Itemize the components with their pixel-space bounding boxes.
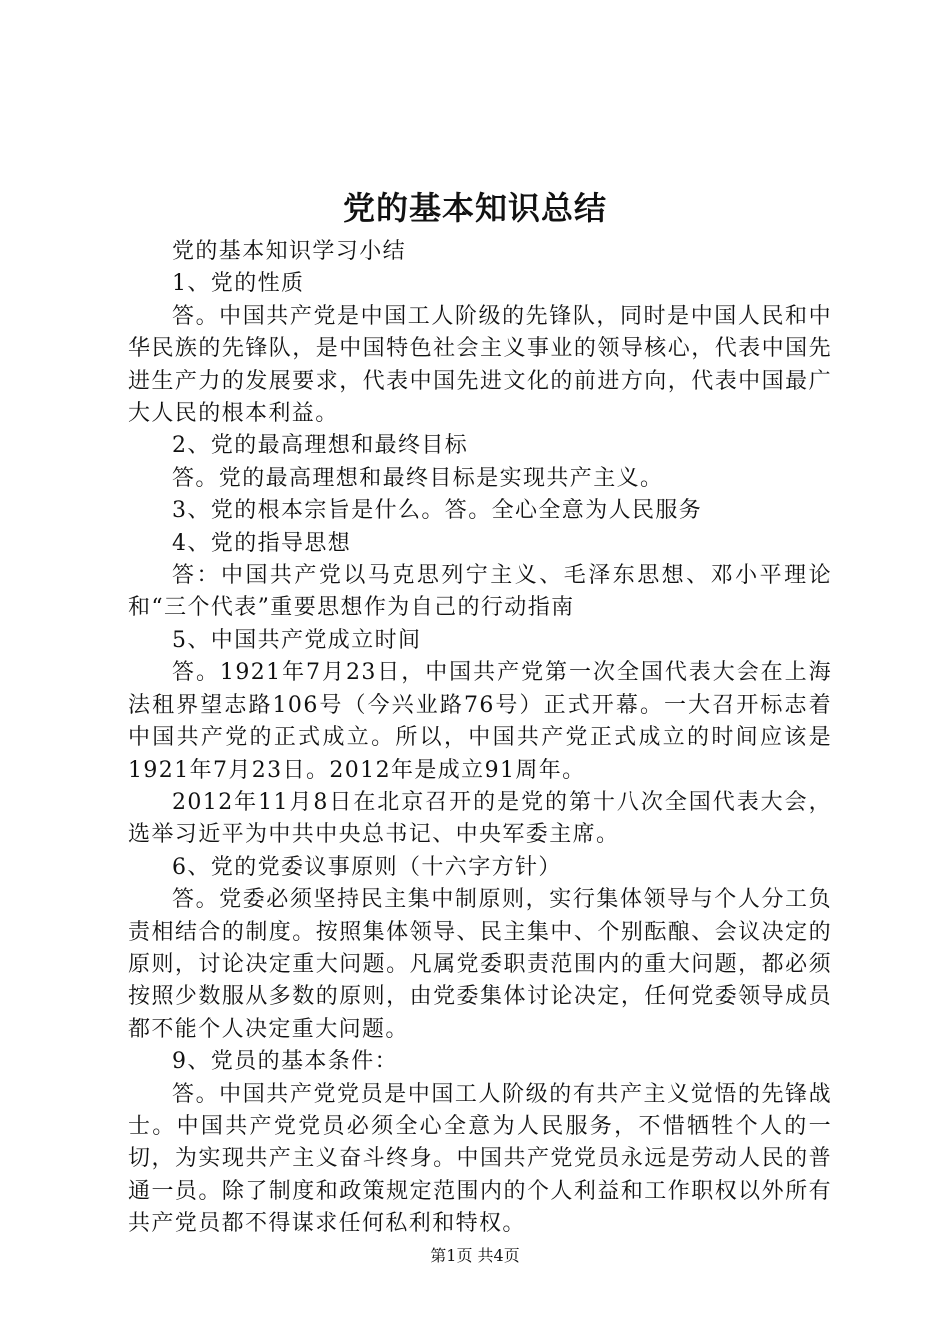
page-title: 党的基本知识总结 [342, 189, 607, 227]
paragraph-answer-6: 答。党委必须坚持民主集中制原则，实行集体领导与个人分工负责相结合的制度。按照集体领导、民主集中、个别酝酿、会议决定的原则，讨论决定重大问题。凡属党委职责范围内的重大问题，都必须按照少数服从多数的原则，由党委集体讨论决定，任何党委领导成员都不能个人决定重大问题。 [128, 887, 832, 1042]
paragraph-heading-6: 6、党的党委议事原则（十六字方针） [172, 854, 562, 880]
paragraph-answer-5: 答。1921年7月23日，中国共产党第一次全国代表大会在上海法租界望志路106号（今兴业路76号）正式开幕。一大召开标志着中国共产党的正式成立。所以，中国共产党正式成立的时间应该是1921年7月23日。2012年是成立91周年。 [128, 660, 832, 783]
paragraph-heading-3: 3、党的根本宗旨是什么。答。全心全意为人民服务 [172, 498, 703, 524]
paragraph-heading-2: 2、党的最高理想和最终目标 [172, 433, 469, 459]
paragraph-answer-1: 答。中国共产党是中国工人阶级的先锋队，同时是中国人民和中华民族的先锋队，是中国特色社会主义事业的领导核心，代表中国先进生产力的发展要求，代表中国先进文化的前进方向，代表中国最广大人民的根本利益。 [128, 303, 832, 427]
paragraph-heading-1: 1、党的性质 [172, 271, 305, 297]
paragraph-answer-4: 答：中国共产党以马克思列宁主义、毛泽东思想、邓小平理论和“三个代表”重要思想作为自己的行动指南 [128, 563, 832, 621]
page-footer: 第1页 共4页 [430, 1246, 520, 1265]
paragraph-congress-note: 2012年11月8日在北京召开的是党的第十八次全国代表大会，选举习近平为中共中央总书记、中央军委主席。 [128, 789, 832, 848]
paragraph-answer-9: 答。中国共产党党员是中国工人阶级的有共产主义觉悟的先锋战士。中国共产党党员必须全心全意为人民服务，不惜牺牲个人的一切，为实现共产主义奋斗终身。中国共产党党员永远是劳动人民的普通一员。除了制度和政策规定范围内的个人利益和工作职权以外所有共产党员都不得谋求任何私利和特权。 [128, 1081, 832, 1237]
paragraph-heading-5: 5、中国共产党成立时间 [172, 627, 422, 653]
paragraph-answer-2: 答。党的最高理想和最终目标是实现共产主义。 [172, 465, 664, 491]
paragraph-subtitle: 党的基本知识学习小结 [172, 239, 407, 264]
paragraph-heading-4: 4、党的指导思想 [172, 530, 352, 556]
paragraph-heading-9: 9、党员的基本条件： [172, 1049, 398, 1075]
document-body [128, 236, 832, 1241]
